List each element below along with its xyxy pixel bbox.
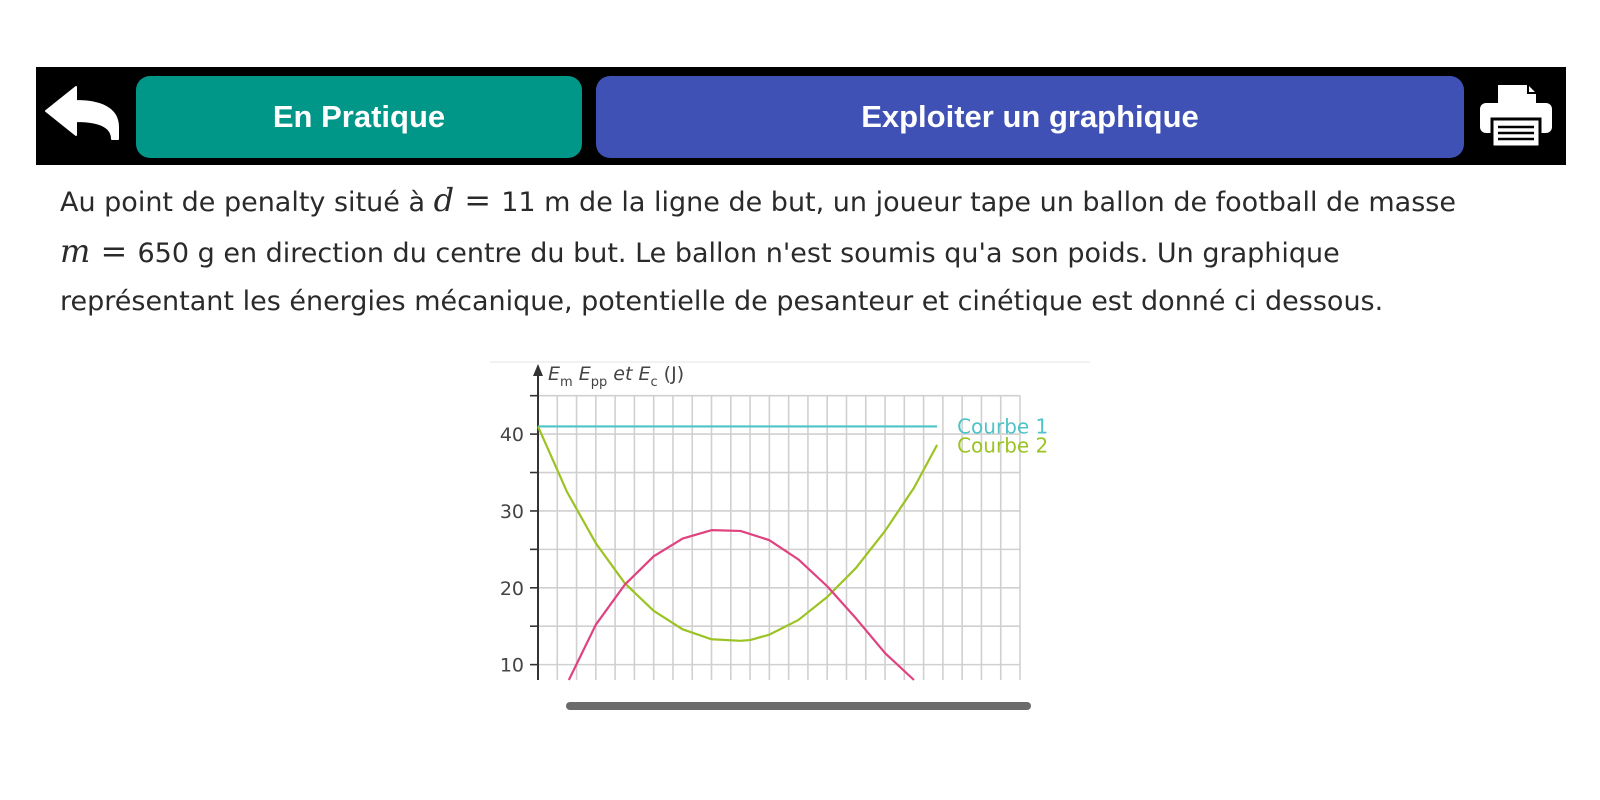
legend-label-1: Courbe 1 bbox=[957, 414, 1049, 439]
y-tick-label: 20 bbox=[499, 577, 524, 600]
variable-m: m bbox=[60, 232, 91, 270]
legend-label-2: Courbe 2 bbox=[957, 433, 1049, 458]
problem-line-2 bbox=[60, 227, 1560, 278]
problem-text: représentant les énergies mécanique, potentielle de pesanteur et cinétique est donné ci dessous. bbox=[60, 286, 1384, 317]
tab-exploiter-un-graphique[interactable]: Exploiter un graphique bbox=[596, 76, 1464, 158]
y-axis-label-part: et E bbox=[607, 363, 651, 385]
y-axis-label-part: c bbox=[650, 375, 658, 390]
problem-text: Au point de penalty situé à bbox=[60, 187, 434, 218]
y-axis-label-part: E bbox=[572, 363, 591, 385]
y-axis-label-part: m bbox=[560, 375, 573, 390]
top-bar bbox=[36, 67, 1566, 165]
problem-statement bbox=[60, 176, 1560, 326]
equals-sign: = bbox=[454, 181, 502, 219]
tab-en-pratique[interactable]: En Pratique bbox=[136, 76, 582, 158]
printer-icon[interactable] bbox=[1476, 81, 1556, 151]
series-line-3 bbox=[569, 530, 914, 680]
problem-text: 650 g en direction du centre du but. Le ballon n'est soumis qu'a son poids. Un graphique bbox=[137, 238, 1340, 269]
problem-text: 11 m de la ligne de but, un joueur tape un ballon de football de masse bbox=[501, 187, 1456, 218]
y-axis-label-part: (J) bbox=[657, 363, 685, 385]
y-axis-arrow bbox=[533, 364, 543, 376]
y-axis-label-part: E bbox=[548, 363, 561, 385]
y-axis-label-part: pp bbox=[590, 375, 608, 390]
y-tick-label: 40 bbox=[499, 424, 524, 447]
y-axis-label bbox=[548, 363, 684, 390]
y-tick-label: 30 bbox=[499, 500, 524, 523]
series-line-2 bbox=[538, 426, 937, 640]
y-tick-label: 10 bbox=[499, 654, 524, 677]
back-arrow-icon[interactable] bbox=[40, 83, 124, 149]
variable-d: d bbox=[433, 181, 455, 219]
energy-chart-svg bbox=[490, 360, 1110, 690]
problem-line-1 bbox=[60, 176, 1560, 227]
horizontal-scrollbar[interactable] bbox=[566, 702, 1031, 710]
problem-line-3 bbox=[60, 278, 1560, 326]
energy-chart bbox=[490, 360, 1110, 690]
equals-sign: = bbox=[90, 232, 138, 270]
